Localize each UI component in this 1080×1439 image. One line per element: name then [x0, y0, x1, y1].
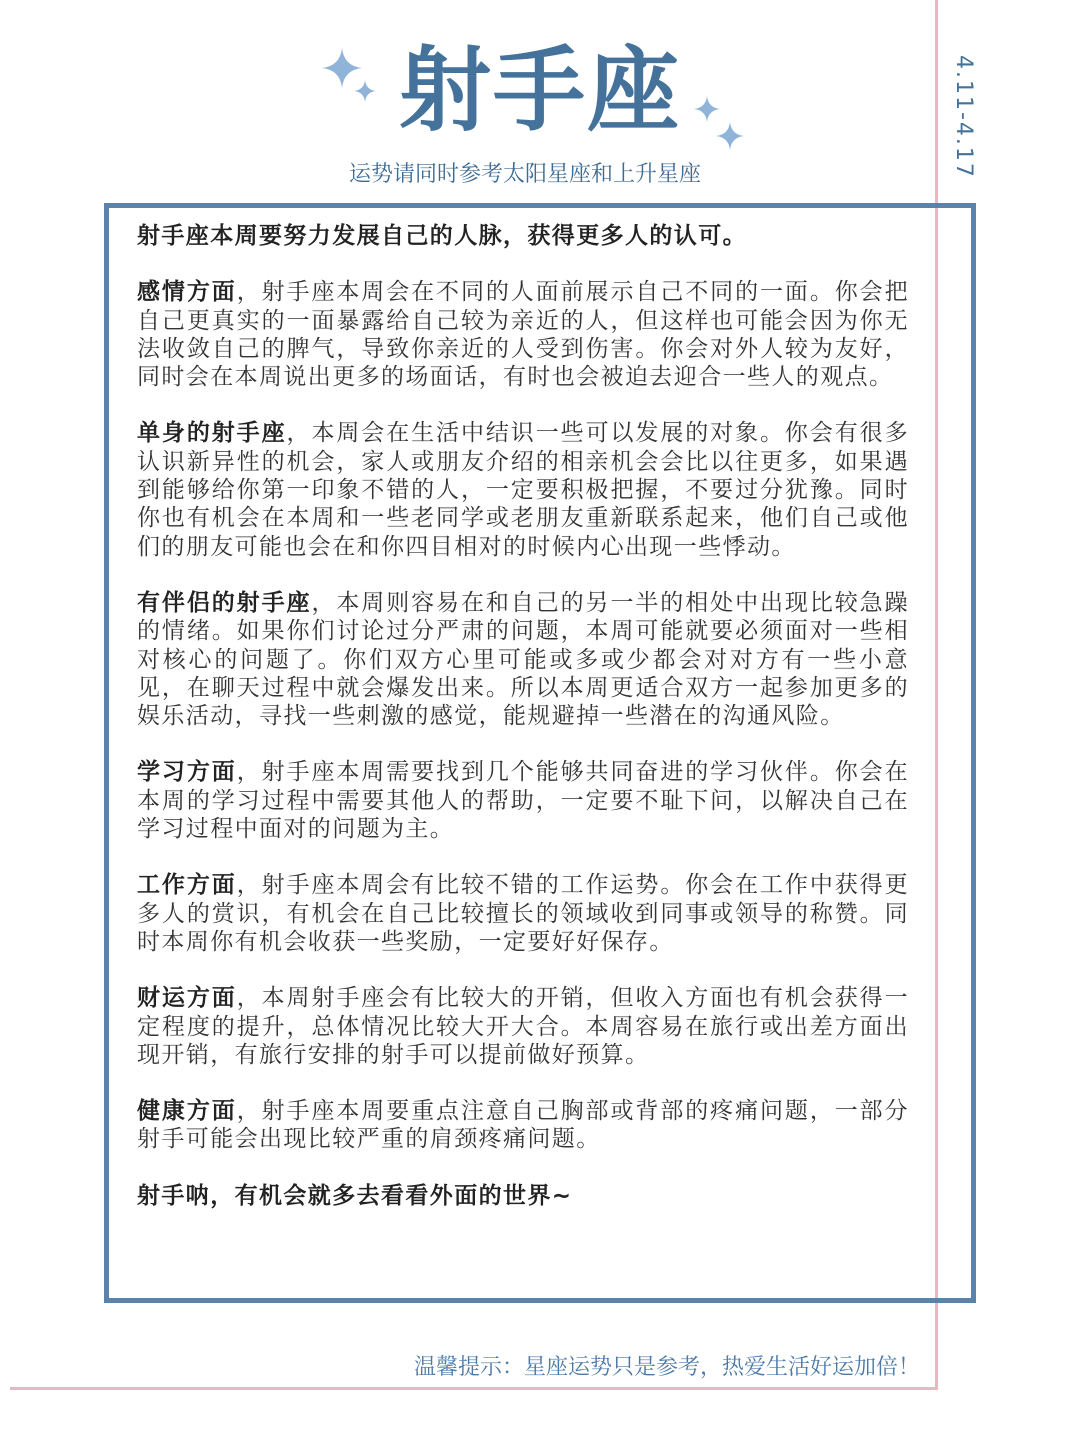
section-text: ，射手座本周需要找到几个能够共同奋进的学习伙伴。你会在本周的学习过程中需要其他人的帮助，一定要不耻下问，以解决自己在学习过程中面对的问题为主。: [137, 759, 909, 843]
section-text: ，本周射手座会有比较大的开销，但收入方面也有机会获得一定程度的提升，总体情况比较大开大合。本周容易在旅行或出差方面出现开销，有旅行安排的射手可以提前做好预算。: [137, 985, 909, 1068]
section-lead: 单身的射手座: [137, 420, 287, 447]
section-study: [137, 758, 909, 843]
section-love: [137, 278, 909, 391]
section-lead: 学习方面: [137, 759, 237, 786]
subtitle: 运势请同时参考太阳星座和上升星座: [348, 162, 701, 187]
section-health: [137, 1097, 909, 1154]
section-text: ，射手座本周会在不同的人面前展示自己不同的一面。你会把自己更真实的一面暴露给自己较为亲近的人，但这样也可能会因为你无法收敛自己的脾气，导致你亲近的人受到伤害。你会对外人较为友好，同时会在本周说出更多的场面话，有时也会被迫去迎合一些人的观点。: [137, 279, 909, 391]
section-lead: 健康方面: [137, 1098, 237, 1125]
horoscope-content-box: [104, 203, 976, 1303]
section-lead: 有伴侣的射手座: [137, 589, 312, 616]
section-single: [137, 419, 909, 560]
section-lead: 工作方面: [137, 872, 237, 899]
section-text: ，本周则容易在和自己的另一半的相处中出现比较急躁的情绪。如果你们讨论过分严肃的问题，本周可能就要必须面对一些相对核心的问题了。你们双方心里可能或多或少都会对对方有一些小意见，在聊天过程中就会爆发出来。所以本周更适合双方一起参加更多的娱乐活动，寻找一些刺激的感觉，能规避掉一些潜在的沟通风险。: [137, 589, 909, 730]
date-range: 4.11-4.17: [951, 55, 976, 179]
page-title: 射手座: [398, 37, 681, 144]
section-text: ，射手座本周要重点注意自己胸部或背部的疼痛问题，一部分射手可能会出现比较严重的肩颈疼痛问题。: [137, 1098, 909, 1153]
section-wealth: [137, 984, 909, 1069]
headline: 射手座本周要努力发展自己的人脉，获得更多人的认可。: [137, 223, 747, 249]
section-lead: 感情方面: [137, 279, 237, 306]
section-lead: 财运方面: [137, 985, 237, 1012]
pink-horizontal-line: [10, 1387, 938, 1390]
section-partnered: [137, 589, 909, 730]
section-work: [137, 871, 909, 956]
section-text: ，射手座本周会有比较不错的工作运势。你会在工作中获得更多人的赏识，有机会在自己比较擅长的领域收到同事或领导的称赞。同时本周你有机会收获一些奖励，一定要好好保存。: [137, 872, 909, 955]
section-text: ，本周会在生活中结识一些可以发展的对象。你会有很多认识新异性的机会，家人或朋友介绍的相亲机会会比以往更多，如果遇到能够给你第一印象不错的人，一定要积极把握，不要过分犹豫。同时你也有机会在本周和一些老同学或老朋友重新联系起来，他们自己或他们的朋友可能也会在和你四目相对的时候内心出现一些悸动。: [137, 420, 910, 560]
footer-tip: 温馨提示：星座运势只是参考，热爱生活好运加倍！: [413, 1355, 920, 1380]
closing-line: 射手呐，有机会就多去看看外面的世界~: [137, 1182, 573, 1209]
